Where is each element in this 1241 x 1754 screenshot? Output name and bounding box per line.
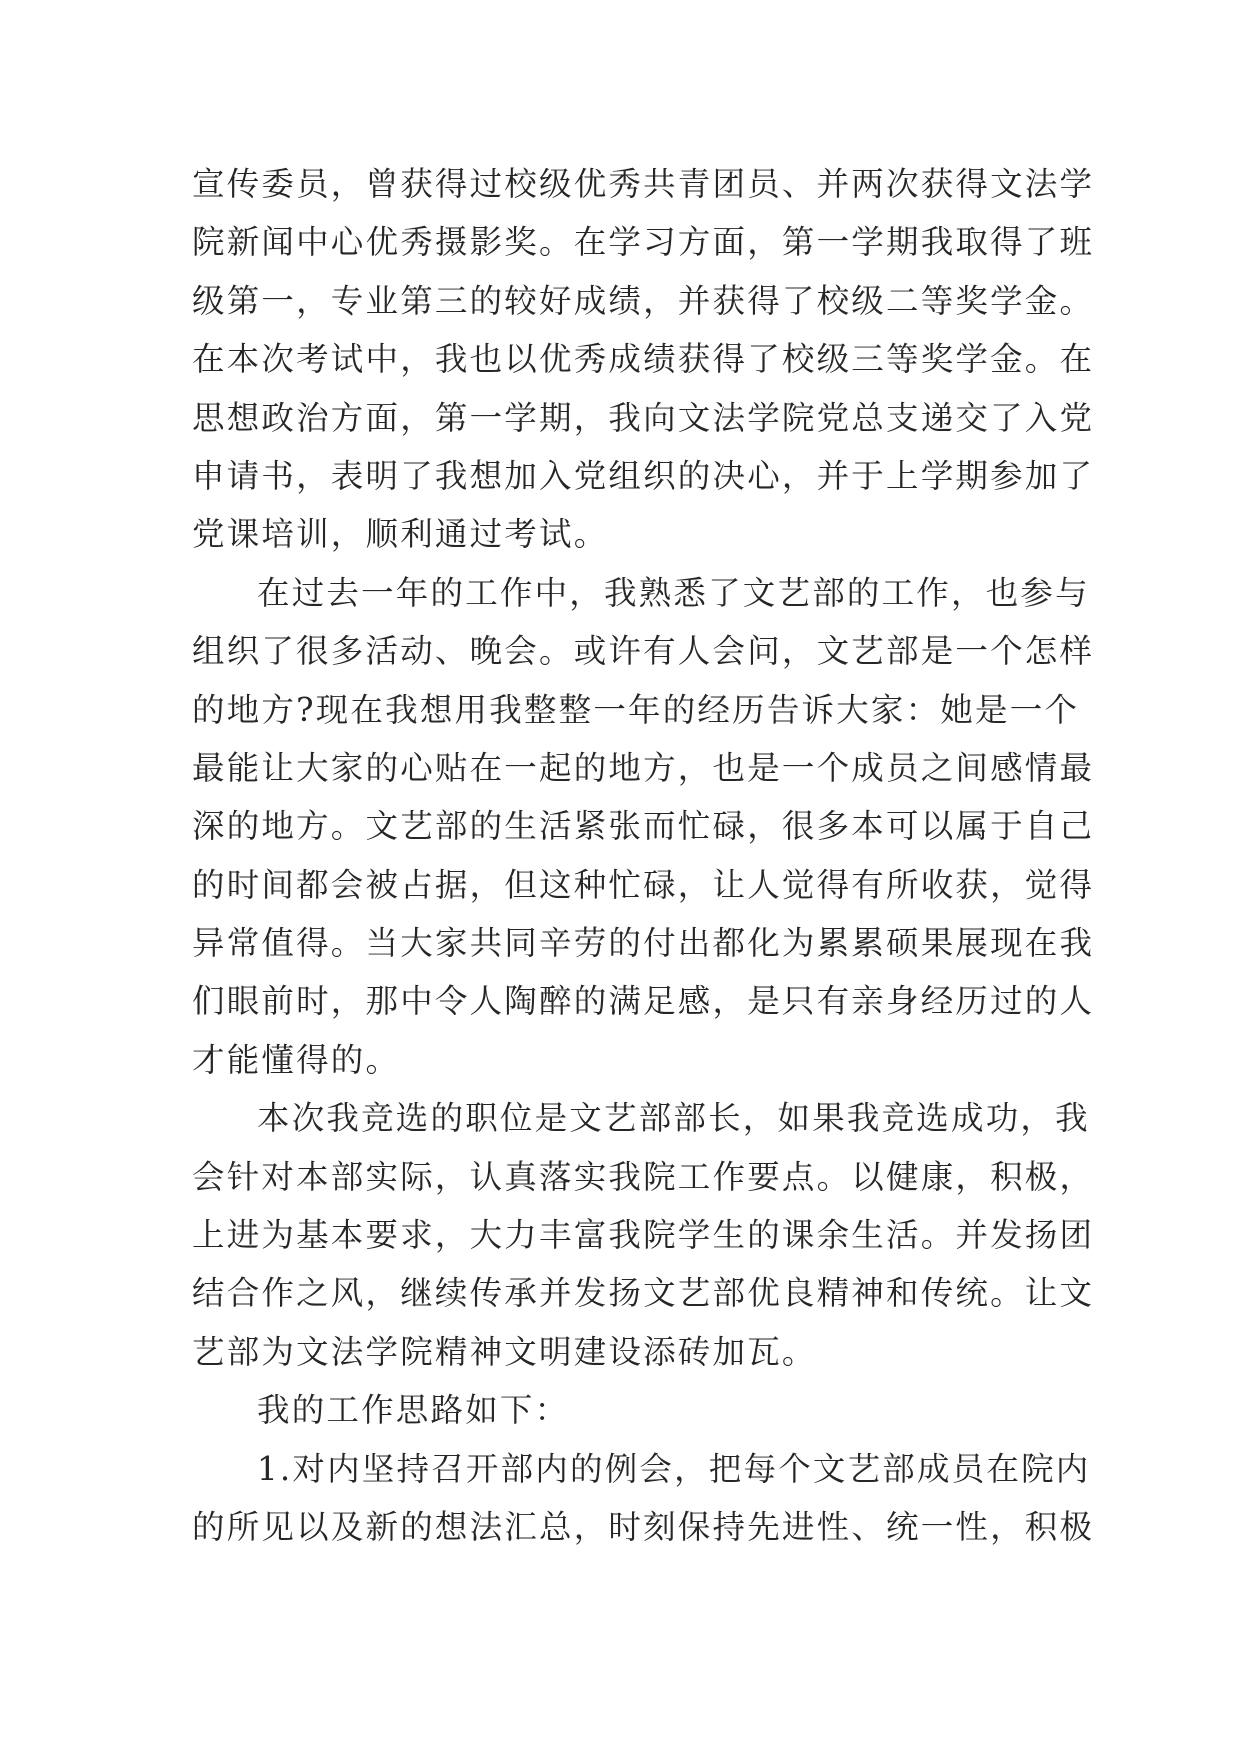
text-line: 党课培训，顺利通过考试。: [192, 515, 609, 554]
text-line: 宣传委员，曾获得过校级优秀共青团员、并两次获得文法学: [192, 165, 1095, 203]
text-line: 会针对本部实际，认真落实我院工作要点。以健康，积极，: [192, 1157, 1095, 1196]
document-body: [192, 155, 1095, 1556]
text-line: 艺部为文法学院精神文明建设添砖加瓦。: [192, 1332, 817, 1371]
text-line: 上进为基本要求，大力丰富我院学生的课余生活。并发扬团: [192, 1216, 1095, 1255]
text-line: 的所见以及新的想法汇总，时刻保持先进性、统一性，积极: [192, 1507, 1095, 1546]
list-item-first-line: 1.对内坚持召开部内的例会，把每个文艺部成员在院内: [257, 1449, 1091, 1488]
text-line: 的时间都会被占据，但这种忙碌，让人觉得有所收获，觉得: [192, 865, 1095, 904]
text-line: 申请书，表明了我想加入党组织的决心，并于上学期参加了: [192, 456, 1095, 495]
text-line: 才能懂得的。: [192, 1040, 401, 1079]
text-line: 组织了很多活动、晚会。或许有人会问，文艺部是一个怎样: [192, 632, 1095, 671]
text-line: 深的地方。文艺部的生活紧张而忙碌，很多本可以属于自己: [192, 807, 1095, 846]
text-line: 最能让大家的心贴在一起的地方，也是一个成员之间感情最: [192, 748, 1095, 787]
paragraph-first-line: 本次我竞选的职位是文艺部部长，如果我竞选成功，我: [257, 1099, 1090, 1138]
text-line: 在本次考试中，我也以优秀成绩获得了校级三等奖学金。在: [192, 340, 1095, 379]
text-line: 结合作之风，继续传承并发扬文艺部优良精神和传统。让文: [192, 1274, 1095, 1313]
text-line: 院新闻中心优秀摄影奖。在学习方面，第一学期我取得了班: [192, 223, 1095, 262]
text-line: 级第一，专业第三的较好成绩，并获得了校级二等奖学金。: [192, 281, 1095, 320]
paragraph-first-line: 我的工作思路如下：: [257, 1391, 570, 1430]
text-line: 思想政治方面，第一学期，我向文法学院党总支递交了入党: [192, 398, 1095, 437]
text-line: 的地方?现在我想用我整整一年的经历告诉大家：她是一个: [192, 690, 1080, 729]
text-line: 们眼前时，那中令人陶醉的满足感，是只有亲身经历过的人: [192, 982, 1095, 1021]
text-line: 异常值得。当大家共同辛劳的付出都化为累累硕果展现在我: [192, 924, 1095, 963]
paragraph-first-line: 在过去一年的工作中，我熟悉了文艺部的工作，也参与: [257, 573, 1090, 612]
